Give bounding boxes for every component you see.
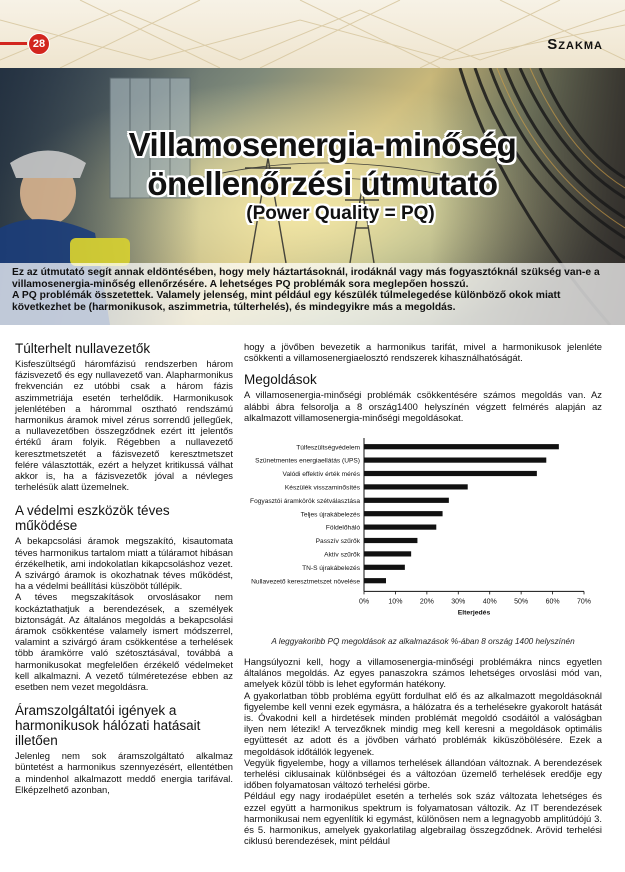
chart-x-tick-label: 10% [388, 598, 403, 606]
page-number-badge: 28 [28, 33, 50, 55]
chart-category-label: Szünetmentes energiaellátás (UPS) [255, 457, 360, 465]
heading-utility-demands: Áramszolgáltatói igények a harmonikusok hálózati hatásait illetően [15, 703, 201, 749]
chart-x-tick-label: 0% [358, 598, 370, 606]
left-column [15, 341, 233, 795]
chart-category-label: Készülék visszaminősítés [284, 484, 360, 492]
lead-paragraph [0, 263, 625, 325]
paragraph-protection-1: A bekapcsolási áramok megszakító, kisautomata téves harmonikus tartalom miatt a túláramot hibásan érzékelhetik, ami indokolatlan kikapcsoláshoz vezet. A szivárgó áramok is okozhatnak téves működést, ha a védelmi beállítási küszöböt túllépik. [15, 535, 233, 592]
pq-solutions-chart [244, 432, 602, 650]
paragraph-no-universal-solution: Hangsúlyozni kell, hogy a villamosenergia-minőségi problémákra nincs egyetlen általános megoldás. Az egyes panaszokra számos lehetséges orvoslási mód van, amelyek közül több is lehet egyformán hatékony. [244, 656, 602, 690]
chart-bar [364, 578, 386, 583]
article-title-line-2: önellenőrzési útmutató [147, 165, 498, 202]
page-header [0, 0, 625, 68]
chart-x-axis-title: Elterjedés [457, 609, 491, 617]
header-decoration [0, 0, 625, 68]
article-title-line-1: Villamosenergia-minőség [128, 126, 517, 163]
chart-bar [364, 511, 443, 516]
chart-category-label: Túlfeszültségvédelem [296, 444, 360, 452]
section-label: Szakma [547, 36, 603, 53]
paragraph-solutions-intro: A villamosenergia-minőségi problémák csökkentésére számos megoldás van. Az alábbi ábra felsorolja a 8 ország1400 helyszínén végzett felmérés alapján az alkalmazott villamosenergia-minőségi megoldásokat. [244, 389, 602, 423]
chart-x-tick-label: 40% [482, 598, 497, 606]
chart-category-label: TN-S újrakábelezés [302, 564, 360, 572]
right-column [244, 341, 602, 423]
heading-protection-malfunction: A védelmi eszközök téves működése [15, 503, 170, 534]
paragraph-protection-2: A téves megszakítások orvoslásakor nem kockáztathatjuk a berendezések, a személyek biztonságát. Az általános megoldás a bekapcsolási áramok csökkentése valamely ismert módszerrel, valamint a szivárgó áram csökkentése a terhelések több áramkörre való szétosztásával, továbbá a harmonikusokat megfelelően érzékelő védelmeket kell alkalmazni. A vezető túlméretezése ebben az esetben nem vezet megoldásra. [15, 591, 233, 693]
hero-banner [0, 68, 625, 325]
chart-x-tick-label: 70% [576, 598, 592, 606]
header-red-rule [0, 42, 27, 45]
chart-bar [364, 551, 411, 556]
chart-category-label: Földelőháló [325, 524, 360, 532]
lead-text-2: A PQ problémák összetettek. Valamely jelenség, mint például egy készülék túlmelegedése különböző okok miatt következhet be (harmonikusok, aszimmetria, túlterhelés), és mindegyikre más a megoldás. [12, 290, 561, 313]
paragraph-continuation: hogy a jövőben bevezetik a harmonikus tarifát, mivel a harmonikusok jelenléte csökkenti a villamosenergiaelosztó rendszerek kihasználhatóságát. [244, 341, 602, 364]
chart-bar [364, 525, 436, 530]
chart-svg [244, 432, 602, 637]
chart-category-label: Nullavezető keresztmetszet növelése [251, 578, 360, 586]
paragraph-variable-loads: Vegyük figyelembe, hogy a villamos terhelések állandóan változnak. A berendezések terhelési ciklusainak különbségei és a változóan üzemelő terhelések eredője egy időben folyamatosan változó terhelési görbe. [244, 756, 602, 791]
chart-bar [364, 565, 405, 570]
chart-bar [364, 484, 468, 489]
chart-x-tick-label: 20% [419, 598, 434, 606]
paragraph-utility-demands: Jelenleg nem sok áramszolgáltató alkalmaz büntetést a harmonikus szennyezésért, ellentétben a mindenhol alkalmazott meddő energia tarifával. Elképzelhető azonban, [15, 750, 233, 795]
chart-x-tick-label: 30% [451, 598, 466, 606]
chart-category-label: Valódi effektív érték mérés [282, 471, 360, 479]
chart-bar [364, 458, 546, 463]
right-column-lower [244, 656, 602, 846]
chart-bar [364, 444, 559, 449]
heading-solutions: Megoldások [244, 372, 317, 388]
chart-x-tick-label: 50% [514, 598, 529, 606]
paragraph-office-example: Például egy nagy irodaépület esetén a terhelés sok száz változata lehetséges és ezzel együtt a harmonikus spektrum is folyamatosan változik. Az IT berendezések harmonikusai nem egyenlítik ki egymást, különösen nem a legnagyobb amplitúdójú 3. és 5. harmonikus, amelyek gyakorlatilag algebrailag összegződnek. Arövid terhelési ciklusú berendezések, mint például [244, 790, 602, 847]
chart-category-label: Aktív szűrők [324, 551, 360, 559]
paragraph-combined-problems: A gyakorlatban több probléma együtt fordulhat elő és az alkalmazott megoldásoknál figyelembe kell venni ezek egymásra, a hálózatra és a terhelésekre gyakorolt hatását is. Óvakodni kell a hirdetések minden problémát megoldó csodáitól a valóságban ilyen nem létezik! A tervezőknek mindig meg kell keresni a megoldások optimális együttesét az adott és a jövőben várható problémák kiküszöbölésére. Ezek a megoldások időtállók legyenek. [244, 689, 602, 757]
chart-category-label: Teljes újrakábelezés [300, 511, 360, 519]
chart-bar [364, 498, 449, 503]
chart-category-label: Fogyasztói áramkörök szétválasztása [250, 497, 360, 505]
chart-bar [364, 538, 417, 543]
chart-x-tick-label: 60% [545, 598, 560, 606]
chart-category-label: Passzív szűrők [315, 538, 360, 546]
heading-overloaded-neutral: Túlterhelt nullavezetők [15, 341, 151, 356]
article-subtitle: (Power Quality = PQ) [246, 203, 435, 224]
chart-caption: A leggyakoribb PQ megoldások az alkalmazások %-ában 8 ország 1400 helyszínén [271, 637, 575, 646]
lead-text-1: Ez az útmutató segít annak eldöntésében, hogy mely háztartásoknál, irodáknál vagy más fogyasztóknál szükség van-e a villamosenergia-minőség ellenőrzésére. A lehetséges PQ problémák sora meglepően hosszú. [12, 267, 600, 290]
paragraph-overloaded-neutral: Kisfeszültségű háromfázisú rendszerben három fázisvezető és egy nullavezető van. Alapharmonikus frekvencián ez utóbbi csak a három fázis aszimmetriája esetén terhelődik. Harmonikusok jelenlétében a hárommal osztható rendszámú harmonikus áramok mivel zérus sorrendű jellegűek, a nullavezetőben összegződnek ezért itt jelentős értékű áram folyik. Régebben a nullavezető keresztmetszetét a fázisvezető keresztmetszet felére választották, ezért a helyzet kritikussá válhat akkor is, ha a fázisvezetők jóval a névleges terhelésük alatt üzemelnek. [15, 358, 233, 493]
chart-bar [364, 471, 537, 476]
